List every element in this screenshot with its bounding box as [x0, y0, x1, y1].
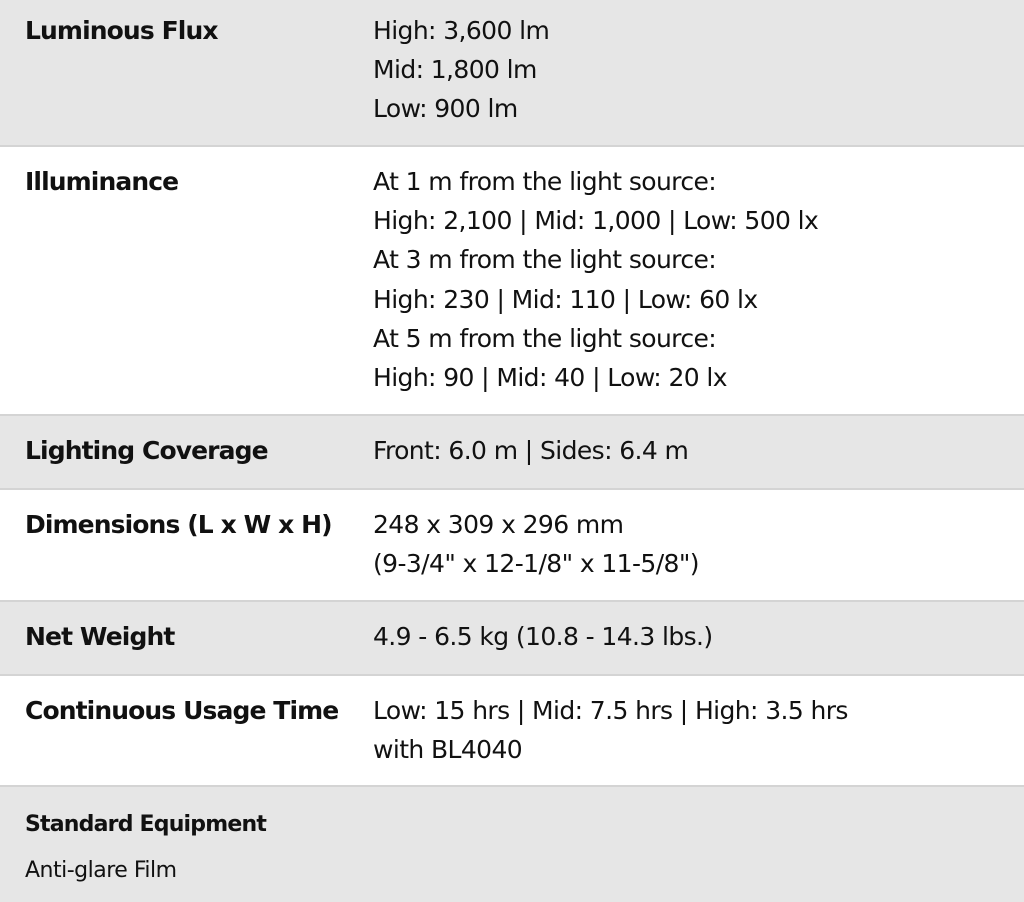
spec-value — [373, 691, 1024, 785]
spec-row-luminous-flux — [0, 0, 1024, 147]
spec-label: Luminous Flux — [25, 16, 218, 45]
spec-row-dimensions — [0, 490, 1024, 602]
spec-value-line: 248 x 309 x 296 mm — [373, 510, 624, 539]
spec-value — [373, 617, 1024, 674]
spec-row-continuous-usage-time — [0, 676, 1024, 787]
spec-value-line: 4.9 - 6.5 kg (10.8 - 14.3 lbs.) — [373, 622, 713, 651]
spec-value — [373, 11, 1024, 145]
spec-value-line: At 1 m from the light source: — [373, 167, 717, 196]
spec-value-line: At 5 m from the light source: — [373, 323, 717, 353]
spec-value — [373, 431, 1024, 488]
spec-value-line: Low: 15 hrs | Mid: 7.5 hrs | High: 3.5 hrs — [373, 696, 848, 725]
spec-row-net-weight — [0, 602, 1024, 676]
spec-value-line: Low: 900 lm — [373, 94, 518, 124]
standard-equipment-title: Standard Equipment — [25, 812, 267, 837]
spec-value-line: with BL4040 — [373, 735, 523, 765]
spec-value-line: At 3 m from the light source: — [373, 245, 717, 275]
spec-value-line: High: 230 | Mid: 110 | Low: 60 lx — [373, 284, 758, 314]
spec-label: Illuminance — [25, 167, 179, 196]
spec-value-line: Front: 6.0 m | Sides: 6.4 m — [373, 436, 689, 465]
spec-value-line: High: 3,600 lm — [373, 16, 550, 45]
spec-value-line: (9-3/4" x 12-1/8" x 11-5/8") — [373, 549, 699, 579]
standard-equipment-item: Anti-glare Film — [25, 858, 177, 883]
spec-value-line: High: 2,100 | Mid: 1,000 | Low: 500 lx — [373, 206, 819, 236]
spec-value — [373, 162, 1024, 414]
spec-row-lighting-coverage — [0, 416, 1024, 490]
spec-label: Lighting Coverage — [25, 436, 268, 465]
spec-value-line: Mid: 1,800 lm — [373, 55, 537, 85]
spec-value-line: High: 90 | Mid: 40 | Low: 20 lx — [373, 363, 727, 393]
spec-label: Dimensions (L x W x H) — [25, 510, 332, 539]
spec-value — [373, 505, 1024, 600]
standard-equipment-section — [0, 787, 1024, 902]
spec-row-illuminance — [0, 147, 1024, 416]
spec-label: Net Weight — [25, 622, 175, 651]
spec-label: Continuous Usage Time — [25, 696, 339, 725]
